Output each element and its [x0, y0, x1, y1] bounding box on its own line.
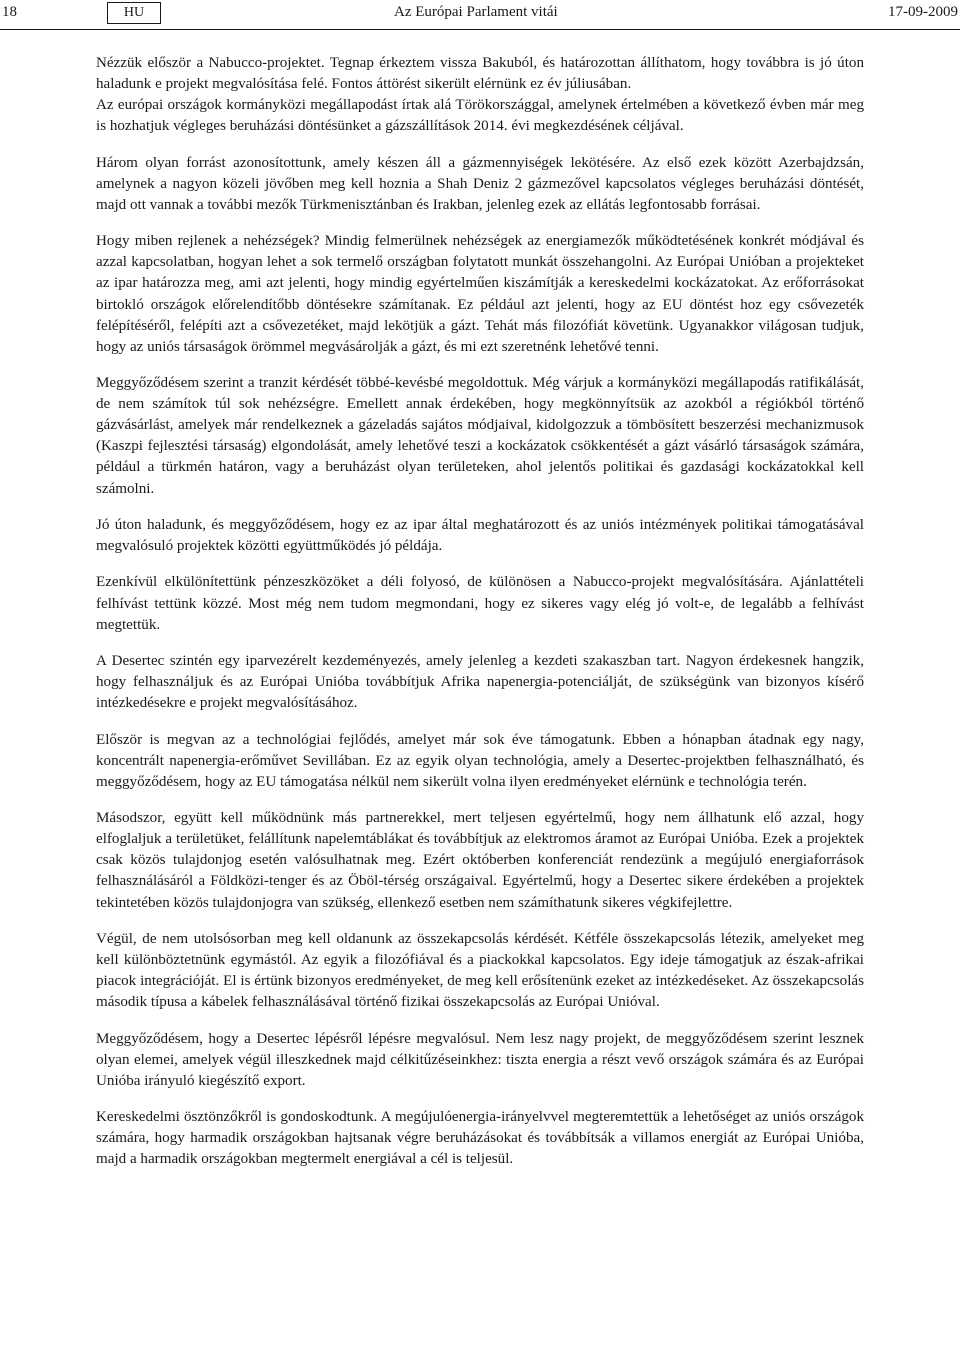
paragraph — [96, 515, 864, 557]
paragraph — [96, 1029, 864, 1092]
paragraph-text: Először is megvan az a technológiai fejlődés, amelyet már sok éve támogatunk. Ebben a hónapban átadnak egy nagy, koncentrált napenergia-erőművet Sevillában. Ez az egyik olyan technológia, amely a Desertec-projektben felhasználható, és meggyőződésem, hogy az EU támogatása nélkül nem sikerült volna ilyen eredményeket elérnünk e technológia terén. — [96, 731, 864, 790]
paragraph — [96, 929, 864, 1013]
paragraph-text: Három olyan forrást azonosítottunk, amely készen áll a gázmennyiségek lekötésére. Az első ezek között Azerbajdzsán, amelynek a nagyon közeli jövőben meg kell hoznia a Shah Deniz 2 gázmezővel kapcsolatos végleges beruházási döntését, majd ott vannak a további mezők Türkmenisztánban és Irakban, jelenleg ezek az ellátás legfontosabb forrásai. — [96, 154, 864, 213]
language-code-box: HU — [107, 2, 161, 24]
paragraph-text: Végül, de nem utolsósorban meg kell oldanunk az összekapcsolás kérdését. Kétféle összekapcsolás létezik, amelyeket meg kell különböztetnünk egymástól. Az egyik a filozófiával és a piackokkal kapcsolatos. Egy ideje támogatjuk az észak-afrikai piacok integrációját. El is értünk bizonyos eredményeket, de meg kell erősítenünk ezeket az intézkedéseket. Az összekapcsolás második típusa a kábelek felhasználásával történő fizikai összekapcsolás az Európai Unióval. — [96, 930, 864, 1011]
paragraph-text: Hogy miben rejlenek a nehézségek? Mindig felmerülnek nehézségek az energiamezők működtetésének konkrét módjával és azzal kapcsolatban, hogyan lehet a sok termelő országban folytatott munkát összehangolni. Az Európai Unióban a projekteket az ipar határozza meg, ami azt jelenti, hogy mindig egyértelműen kiszámítják a kereskedelmi kockázatokat. Az erőforrásokat birtokló országok előrelendítőbb döntésekre számítanak. Ez például azt jelenti, hogy az EU döntést hoz egy csővezeték felépítéséről, felépíti azt a csővezetéket, majd lekötjük a gázt. Tehát más filozófiát követünk. Ugyanakkor világosan tudjuk, hogy az uniós társaságok örömmel megvásárolják a gázt, és mi ezt szeretnénk lehetővé tenni. — [96, 233, 864, 355]
page-header — [0, 0, 960, 30]
paragraph — [96, 53, 864, 137]
paragraph — [96, 231, 864, 358]
paragraph — [96, 572, 864, 635]
paragraph — [96, 651, 864, 714]
paragraph-text: A Desertec szintén egy iparvezérelt kezdeményezés, amely jelenleg a kezdeti szakaszban tart. Nagyon érdekesnek hangzik, hogy felhasználjuk és az Európai Unióba továbbítjuk Afrika napenergia-potenciálját, de szükségünk van bizonyos kísérő intézkedésekre e projekt megvalósításához. — [96, 653, 864, 712]
paragraph — [96, 373, 864, 500]
paragraph — [96, 808, 864, 913]
paragraph-text: Nézzük először a Nabucco-projektet. Tegnap érkeztem vissza Bakuból, és határozottan állíthatom, hogy továbbra is jó úton haladunk e projekt megvalósítása felé. Fontos áttörést sikerült elérnünk ez év júliusában. — [96, 55, 864, 93]
paragraph — [96, 730, 864, 793]
paragraph — [96, 1107, 864, 1170]
paragraph — [96, 153, 864, 216]
document-body — [96, 53, 864, 1186]
paragraph-text: Az európai országok kormányközi megállapodást írtak alá Törökországgal, amelynek értelmében a következő évben már meg is hozhatjuk végleges beruházási döntésünket a gázszállítások 2014. évi megkezdésének céljával. — [96, 97, 864, 135]
paragraph-text: Meggyőződésem szerint a tranzit kérdését többé-kevésbé megoldottuk. Még várjuk a kormányközi megállapodás ratifikálását, de nem számítok túl sok nehézségre. Emellett annak érdekében, hogy megkönnyítsük az azokból a régiókból történő gázvásárlást, amelyek már rendelkeznek a gázeladás sajátos módjaival, kidolgozzuk a tömbösített beszerzési mechanizmusok (Kaszpi fejlesztési társaság) elgondolását, amely lehetővé teszi a kockázatok csökkentését a gázt vásárló társaságok számára, például a türkmén határon, vagy a beruházást olyan területeken, ahol jelentős politikai és gazdasági kockázatokkal kell számolni. — [96, 375, 864, 497]
paragraph-text: Meggyőződésem, hogy a Desertec lépésről lépésre megvalósul. Nem lesz nagy projekt, de meggyőződésem szerint lesznek olyan elemei, amelyek végül illeszkednek majd célkitűzéseinkhez: tiszta energia a részt vevő országok számára és az Európai Unióba irányuló kiegészítő export. — [96, 1030, 864, 1089]
page-number: 18 — [2, 4, 17, 20]
header-divider — [0, 29, 960, 30]
paragraph-text: Ezenkívül elkülönítettünk pénzeszközöket a déli folyosó, de különösen a Nabucco-projekt megvalósítására. Ajánlattételi felhívást tettünk közzé. Most még nem tudom megmondani, hogy ez sikeres vagy elég jó volt-e, de legalább a felhívást megtettük. — [96, 574, 864, 633]
document-date: 17-09-2009 — [888, 4, 958, 20]
document-title: Az Európai Parlament vitái — [394, 4, 558, 20]
paragraph-text: Jó úton haladunk, és meggyőződésem, hogy ez az ipar által meghatározott és az uniós intézmények politikai támogatásával megvalósuló projektek közötti együttműködés jó példája. — [96, 516, 864, 555]
paragraph-text: Másodszor, együtt kell működnünk más partnerekkel, mert teljesen egyértelmű, hogy nem állhatunk elő azzal, hogy elfoglaljuk a területüket, felállítunk napelemtáblákat és továbbítjuk az elektromos áramot az Európai Unióba. Ezek a projektek csak közös tulajdonjog esetén valósulhatnak meg. Ezért októberben konferenciát rendezünk a megújuló energiaforrások felhasználásáról a Földközi-tenger és az Öböl-térség országaival. Egyértelmű, hogy a Desertec sikere érdekében a projektek tekintetében közös tulajdonjogra van szükség, ellenkező esetben nem számíthatunk sikeres végkifejlettre. — [96, 810, 864, 911]
paragraph-text: Kereskedelmi ösztönzőkről is gondoskodtunk. A megújulóenergia-irányelvvel megteremtettük a lehetőséget az uniós országok számára, hogy harmadik országokban hajtsanak végre beruházásokat és továbbítsák a villamos energiát az Európai Unióba, majd a harmadik országokban megtermelt energiával a cél is teljesül. — [96, 1109, 864, 1168]
